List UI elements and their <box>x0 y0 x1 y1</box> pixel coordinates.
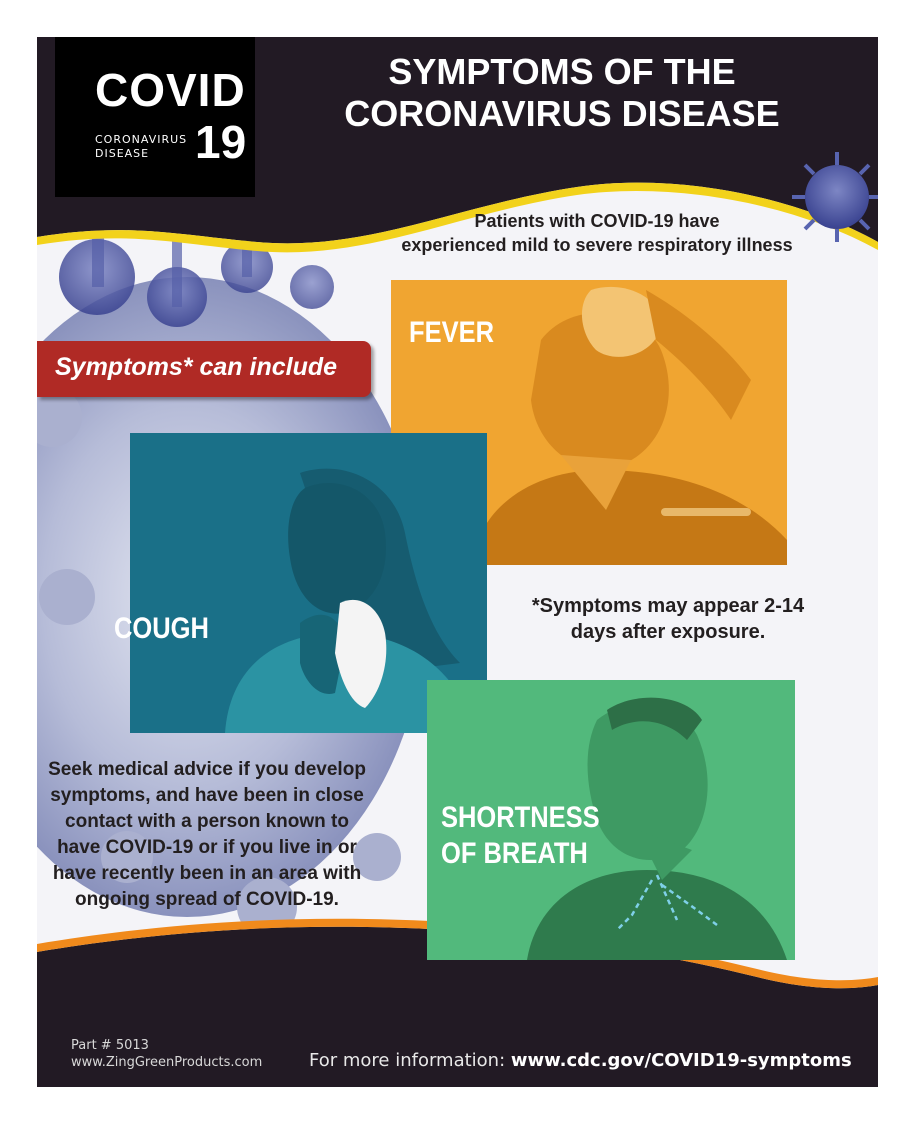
incubation-note <box>513 593 823 645</box>
more-info-label: For more information: <box>309 1050 506 1071</box>
cough-label: COUGH <box>114 612 209 645</box>
covid19-logo <box>55 37 255 197</box>
intro-text <box>337 209 857 257</box>
symptoms-badge-label: Symptoms* can include <box>55 353 338 381</box>
manufacturer-site: www.ZingGreenProducts.com <box>71 1055 263 1070</box>
logo-sub-line1: CORONAVIRUS <box>95 133 188 146</box>
more-info-url[interactable]: www.cdc.gov/COVID19-symptoms <box>510 1050 852 1071</box>
advice-line: Seek medical advice if you develop <box>48 759 366 780</box>
title-line2: CORONAVIRUS DISEASE <box>344 93 780 134</box>
shortness-label-line1: SHORTNESS <box>441 801 600 834</box>
page-title <box>267 51 857 135</box>
advice-line: have COVID-19 or if you live in or <box>57 837 357 858</box>
fever-label: FEVER <box>409 316 495 349</box>
intro-line2: experienced mild to severe respiratory illness <box>401 235 793 255</box>
footer-part-info <box>71 1037 262 1071</box>
advice-line: contact with a person known to <box>65 811 349 832</box>
poster <box>37 37 878 1087</box>
footer-more-info <box>309 1050 852 1071</box>
note-line2: days after exposure. <box>570 621 766 643</box>
logo-word: COVID <box>95 64 246 116</box>
part-number: Part # 5013 <box>71 1038 149 1053</box>
advice-line: symptoms, and have been in close <box>50 785 364 806</box>
medical-advice-text <box>37 757 377 913</box>
advice-line: have recently been in an area with <box>52 863 362 884</box>
logo-number: 19 <box>195 116 247 168</box>
symptoms-badge <box>37 341 371 397</box>
shortness-label <box>441 800 600 872</box>
logo-sub-line2: DISEASE <box>95 147 150 160</box>
symptom-card-shortness-of-breath <box>427 680 795 960</box>
logo-subtitle <box>95 133 187 161</box>
note-line1: *Symptoms may appear 2-14 <box>531 595 805 617</box>
advice-line: ongoing spread of COVID-19. <box>75 889 339 910</box>
title-line1: SYMPTOMS OF THE <box>388 51 736 92</box>
intro-line1: Patients with COVID-19 have <box>474 211 720 231</box>
shortness-label-line2: OF BREATH <box>441 837 588 870</box>
